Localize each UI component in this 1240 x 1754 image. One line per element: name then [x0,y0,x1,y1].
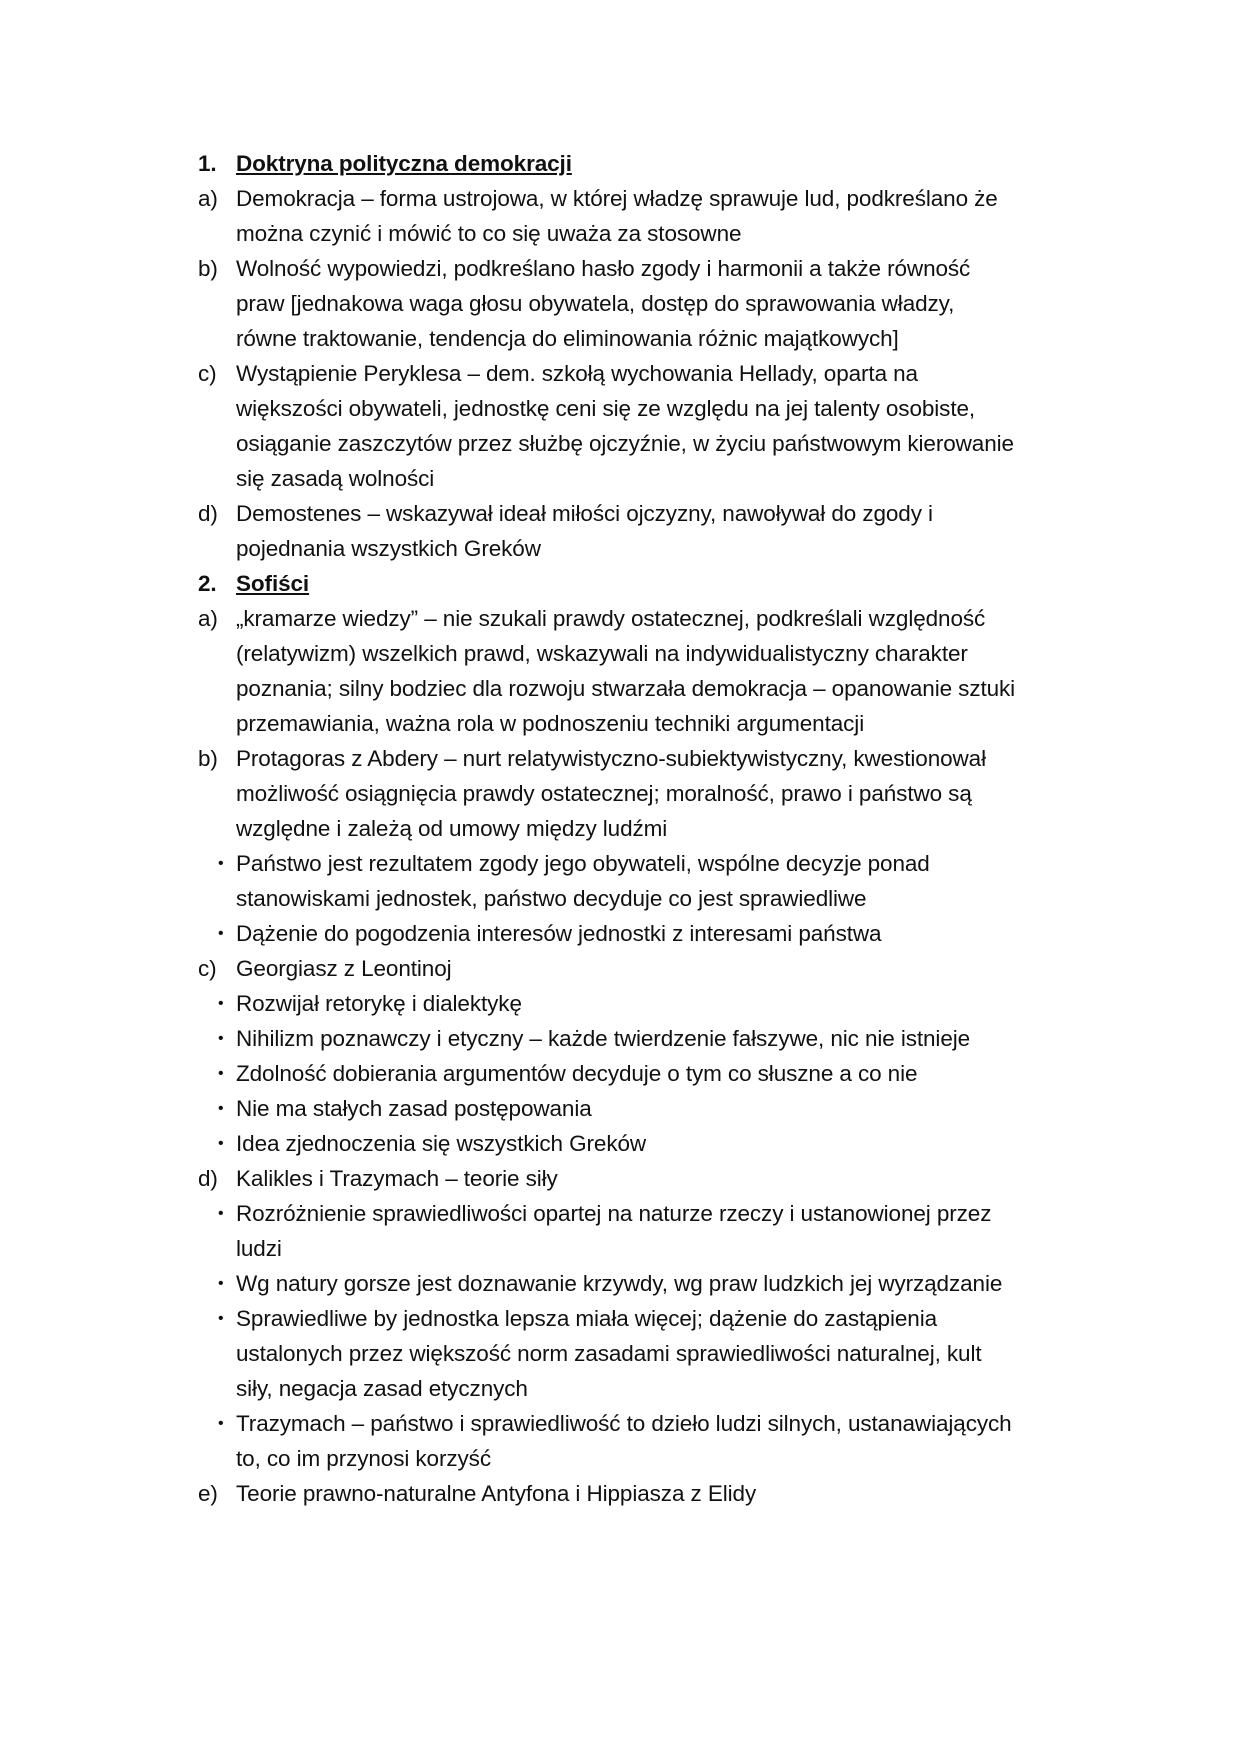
list-item [198,951,1018,986]
bullet-item [198,846,1018,916]
item-letter: c) [198,361,217,386]
item-text: Teorie prawno-naturalne Antyfona i Hippiasza z Elidy [236,1481,757,1506]
list-item [198,1161,1018,1196]
item-text: Kalikles i Trazymach – teorie siły [236,1166,558,1191]
item-text: Wystąpienie Peryklesa – dem. szkołą wychowania Hellady, oparta na większości obywateli, jednostkę ceni się ze względu na jej talenty osobiste, osiąganie zaszczytów przez służbę ojczyźnie, w życiu państwowym kierowanie się zasadą wolności [236,361,1014,491]
bullet-icon: • [218,1310,224,1327]
bullet-icon: • [218,1065,224,1082]
bullet-text: Nie ma stałych zasad postępowania [236,1096,592,1121]
bullet-text: Rozwijał retorykę i dialektykę [236,991,522,1016]
bullet-text: Nihilizm poznawczy i etyczny – każde twierdzenie fałszywe, nic nie istnieje [236,1026,971,1051]
section-heading [198,566,1018,601]
bullet-item [198,1406,1018,1476]
bullet-icon: • [218,1275,224,1292]
item-text: Protagoras z Abdery – nurt relatywistyczno-subiektywistyczny, kwestionował możliwość osiągnięcia prawdy ostatecznej; moralność, prawo i państwo są względne i zależą od umowy między ludźmi [236,746,986,841]
section-number: 2. [198,571,217,596]
bullet-icon: • [218,855,224,872]
item-letter: b) [198,746,218,771]
bullet-icon: • [218,1100,224,1117]
bullet-item [198,1021,1018,1056]
item-text: Demostenes – wskazywał ideał miłości ojczyzny, nawoływał do zgody i pojednania wszystkich Greków [236,501,933,561]
section-heading [198,146,1018,181]
bullet-text: Państwo jest rezultatem zgody jego obywateli, wspólne decyzje ponad stanowiskami jednostek, państwo decyduje co jest sprawiedliwe [236,851,930,911]
bullet-icon: • [218,925,224,942]
item-letter: a) [198,186,218,211]
bullet-icon: • [218,1030,224,1047]
bullet-item [198,1056,1018,1091]
bullet-item [198,1266,1018,1301]
list-item [198,181,1018,251]
list-item [198,741,1018,846]
bullet-text: Idea zjednoczenia się wszystkich Greków [236,1131,647,1156]
item-letter: e) [198,1481,218,1506]
section-number: 1. [198,151,217,176]
bullet-item [198,1126,1018,1161]
bullet-item [198,916,1018,951]
bullet-text: Rozróżnienie sprawiedliwości opartej na naturze rzeczy i ustanowionej przez ludzi [236,1201,992,1261]
list-item [198,1476,1018,1511]
list-item [198,251,1018,356]
item-letter: d) [198,501,218,526]
section-title: Doktryna polityczna demokracji [236,151,572,176]
bullet-text: Dążenie do pogodzenia interesów jednostki z interesami państwa [236,921,882,946]
bullet-item [198,1301,1018,1406]
bullet-icon: • [218,995,224,1012]
item-text: Demokracja – forma ustrojowa, w której władzę sprawuje lud, podkreślano że można czynić i mówić to co się uważa za stosowne [236,186,998,246]
bullet-text: Wg natury gorsze jest doznawanie krzywdy, wg praw ludzkich jej wyrządzanie [236,1271,1003,1296]
bullet-text: Trazymach – państwo i sprawiedliwość to dzieło ludzi silnych, ustanawiających to, co im przynosi korzyść [236,1411,1012,1471]
item-text: Wolność wypowiedzi, podkreślano hasło zgody i harmonii a także równość praw [jednakowa waga głosu obywatela, dostęp do sprawowania władzy, równe traktowanie, tendencja do eliminowania różnic majątkowych] [236,256,971,351]
item-text: Georgiasz z Leontinoj [236,956,452,981]
bullet-icon: • [218,1135,224,1152]
bullet-item [198,1196,1018,1266]
section-title: Sofiści [236,571,310,596]
bullet-text: Sprawiedliwe by jednostka lepsza miała więcej; dążenie do zastąpienia ustalonych przez większość norm zasadami sprawiedliwości naturalnej, kult siły, negacja zasad etycznych [236,1306,982,1401]
list-item [198,496,1018,566]
item-letter: d) [198,1166,218,1191]
bullet-icon: • [218,1205,224,1222]
bullet-item [198,986,1018,1021]
bullet-text: Zdolność dobierania argumentów decyduje o tym co słuszne a co nie [236,1061,918,1086]
item-letter: b) [198,256,218,281]
item-letter: a) [198,606,218,631]
bullet-item [198,1091,1018,1126]
list-item [198,356,1018,496]
bullet-icon: • [218,1415,224,1432]
document-content [198,146,1018,1511]
item-text: „kramarze wiedzy” – nie szukali prawdy ostatecznej, podkreślali względność (relatywizm) wszelkich prawd, wskazywali na indywidualistyczny charakter poznania; silny bodziec dla rozwoju stwarzała demokracja – opanowanie sztuki przemawiania, ważna rola w podnoszeniu techniki argumentacji [236,606,1016,736]
item-letter: c) [198,956,217,981]
list-item [198,601,1018,741]
